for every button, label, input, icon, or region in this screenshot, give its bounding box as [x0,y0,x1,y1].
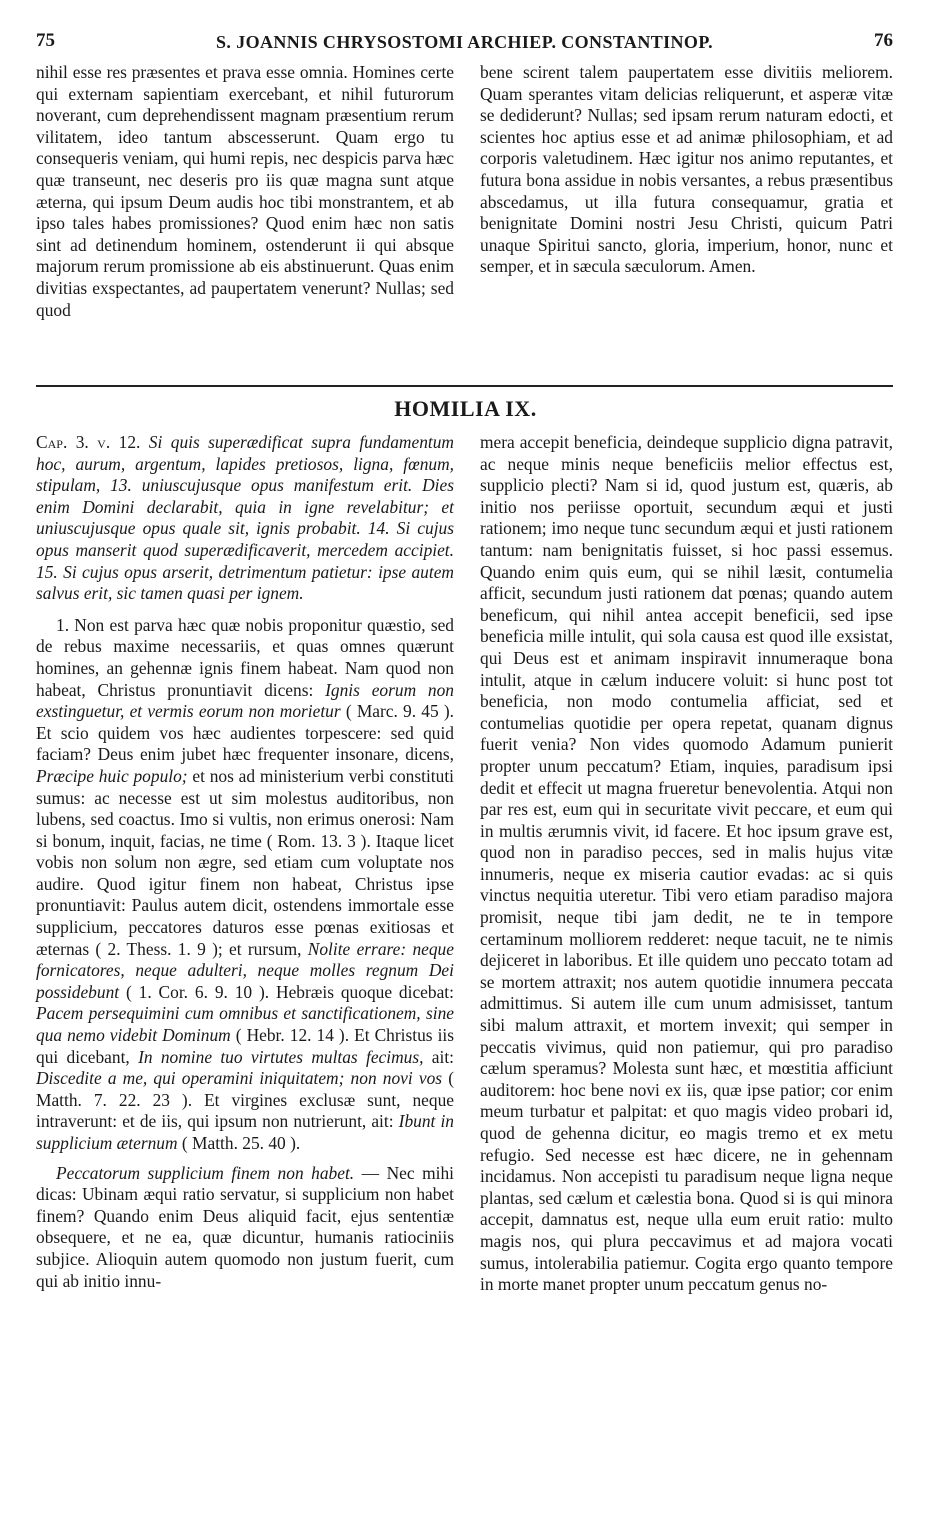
running-title: S. JOANNIS CHRYSOSTOMI ARCHIEP. CONSTANTINOP. [216,32,713,52]
paragraph-2: Peccatorum supplicium finem non habet. — Nec mihi dicas: Ubinam æqui ratio servatur, si supplicium non habet finem? Quando enim Deus aliquid facit, ejus sententiæ obsequere, et ne ea, quæ dicuntur, humanis ratiociniis subjice. Alioquin autem quomodo non justum fuerit, cum qui ab initio innu- [36,1162,454,1291]
citation: ( Rom. 13. 3 ). [266,830,371,851]
body-left-column [36,432,454,1292]
paragraph-1: 1. Non est parva hæc quæ nobis proponitur quæstio, sed de rebus maxime necessariis, et quas omnes quærunt homines, an gehennæ ignis finem habeat. Nam quod non habeat, Christus pronuntiavit dicens: Ignis eorum non exstinguetur, et vermis eorum non morietur ( Marc. 9. 45 ). Et scio quidem vos hæc audientes torpescere: sed quid faciam? Deus enim jubet hæc frequenter insonare, dicens, Præcipe huic populo; et nos ad ministerium verbi constituti sumus: ac necesse est ut sim molestus auditoribus, non lubens, sed coactus. Imo si vultis, non erimus onerosi: Nam si bonum, inquit, facias, ne time ( Rom. 13. 3 ). Itaque licet vobis non solum non ægre, sed etiam cum voluptate nos audire. Quod igitur finem non habeat, Christus ipse pronuntiavit: Paulus autem dicit, ostendens immortale esse supplicium, peccatores daturos esse pœnas exitiosas et æternas ( 2. Thess. 1. 9 ); et rursum, Nolite errare: neque fornicatores, neque adulteri, neque molles regnum Dei possidebunt ( 1. Cor. 6. 9. 10 ). Hebræis quoque dicebat: Pacem persequimini cum omnibus et sanctificationem, sine qua nemo videbit Dominum ( Hebr. 12. 14 ). Et Christus iis qui dicebant, In nomine tuo virtutes multas fecimus, ait: Discedite a me, qui operamini iniquitatem; non novi vos ( Matth. 7. 22. 23 ). Et virgines exclusæ sunt, neque intraverunt: et de iis, qui ipsum non nutrierunt, ait: Ibunt in supplicium æternum ( Matth. 25. 40 ). [36,614,455,1153]
scripture-passage [36,432,454,605]
citation: ( Hebr. 12. 14 ). [235,1025,350,1046]
homily-title: HOMILIA IX. [394,396,537,421]
section-divider [36,385,893,387]
top-left-column [36,62,454,321]
citation: ( Marc. 9. 45 ). [345,701,455,722]
quotation: Ibunt in supplicium æternum [36,1111,454,1153]
citation: ( Matth. 7. 22. 23 ). [36,1068,454,1110]
quotation: Nolite errare: neque fornicatores, neque adulteri, neque molles regnum Dei possidebunt [36,938,454,1002]
page-number-right: 76 [874,30,893,51]
quotation: In nomine tuo virtutes multas fecimus, [138,1046,424,1067]
quotation: Præcipe huic populo; [36,765,188,786]
page-number-left: 75 [36,30,55,51]
body-right-column [480,432,893,1296]
quotation: Discedite a me, qui operamini iniquitatem; non novi vos [36,1068,443,1089]
chapter-reference: Cap. 3. v. 12. [36,432,141,452]
quotation: Pacem persequimini cum omnibus et sanctificationem, sine qua nemo videbit Dominum [36,1003,454,1046]
top-right-column [480,62,893,278]
citation: ( Matth. 25. 40 ). [181,1133,301,1153]
top-left-text: nihil esse res præsentes et prava esse omnia. Homines certe qui externam sapientiam exercebant, et nihil futurorum noverant, cum deprehendissent magnam præsentium rerum vilitatem, ideo tantum abscesserunt. Quam ergo tu consequeris veniam, qui humi repis, nec despicis parva hæc quæ transeunt, nec deseris pro iis quæ magna sunt atque æterna, qui ipsum Deum audis hoc tibi monstrantem, et ab ipso tales habes promissiones? Quod enim hæc non satis sint ad detinendum hominem, ostenderunt ii qui absque majorum rerum promissione ab eis abstinuerunt. Quas enim divitias exspectantes, ad paupertatem venerunt? Nullas; sed quod [36,62,454,320]
section-heading: Peccatorum supplicium finem non habet. [56,1162,355,1183]
citation: ( 1. Cor. 6. 9. 10 ). [125,981,270,1002]
quotation: Ignis eorum non exstinguetur, et vermis eorum non morietur [36,679,454,722]
body-right-text: mera accepit beneficia, deindeque supplicio digna patravit, ac neque minis neque beneficiis melior effectus est, supplicio plecti? Nam si id, quod justum est, quæris, ab initio nos periisse oportuit, secundum æqui et justi rationem; imo neque tunc secundum æqui et justi rationem tantum: nam benignitatis fuisset, si hoc passi essemus. Quando enim quis eum, qui se nihil læsit, contumelia afficit, secundum justi rationem dat pœnas; quando autem beneficum, qui nihil antea accepit beneficii, sed ipse beneficia mille intulit, qui sola causa est quod ille exsistat, qui Deus est et animam inspiravit innumeraque bona intulit, atque in cælum inducere voluit: si hunc post tot beneficia, non modo contumelia afficiat, sed et contumelias quotidie per opera repetat, quanam dignus fuerit venia? Non vides quomodo Adamum punierit propter unum peccatum? Etiam, inquies, paradisum ipsi dedit et effecit ut magna frueretur benevolentia. Atqui non par res est, eum qui in securitate vivit peccare, et eum qui in multis ærumnis vivit, id facere. Et hoc ipsum grave est, quod non in paradiso pecces, sed in malis hujus vitæ innumeris, neque ex miseria cautior evadas: ac si quis vinctus nequitia uteretur. Tibi vero etiam paradiso majora promisit, neque tibi jam dedit, ne te in tempore certaminum molliorem redderet: neque tacuit, ne te nimis dejiceret in laboribus. Et ille quidem uno peccato totam ad se mortem attraxit; nos autem quotidie innumera peccata admittimus. Si autem ille cum unum admisisset, tantum sibi malum attraxit, et mortem invexit; qui semper in peccatis vivimus, quid non patiemur, qui pro paradiso cælum speramus? Molesta sunt hæc, et mœstitia afficiunt auditorem: hoc bene novi ex iis, quæ ipse patior; cor enim meum turbatur et palpitat: et quo magis video probari id, quod de gehenna dicitur, eo magis tremo et ex metu refugio. Sed necesse est hæc dicere, ne in gehennam incidamus. Non accepisti tu paradisum neque ligna neque plantas, sed cælum et cælestia bona. Quod si is qui minora accepit, damnatus est, neque ulla eum eruit ratio: multo magis nos, qui plura peccavimus et ad majora vocati sumus, intolerabilia patiemur. Cogita ergo quanto tempore in morte manet propter unum peccatum genus no- [480,432,893,1295]
citation: ( 2. Thess. 1. 9 ); [95,938,223,959]
page-header [36,30,893,60]
top-right-text: bene scirent talem paupertatem esse divitiis meliorem. Quam sperantes vitam delicias reliquerunt, et asperæ vitæ se dediderunt? Nullas; sed ipsam rerum naturam edocti, et scientes hoc aptius esse et ad animæ philosophiam, et ad corporis valetudinem. Hæc igitur nos animo reputantes, et futura bona assidue in nobis versantes, a rebus præsentibus abscedamus, ut illa futura consequamur, gratia et benignitate Domini nostri Jesu Christi, quicum Patri unaque Spiritui sancto, gloria, imperium, honor, nunc et semper, et in sæcula sæculorum. Amen. [480,62,893,277]
scripture-text: Si quis superædificat supra fundamentum hoc, aurum, argentum, lapides pretiosos, ligna, fœnum, stipulam, 13. uniuscujusque opus manifestum erit. Dies enim Domini declarabit, quia in igne revelabitur; et uniuscujusque opus quale sit, ignis probabit. 14. Si cujus opus manserit quod superædificaverit, mercedem accipiet. 15. Si cujus opus arserit, detrimentum patietur: ipse autem salvus erit, sic tamen quasi per ignem. [36,432,454,604]
